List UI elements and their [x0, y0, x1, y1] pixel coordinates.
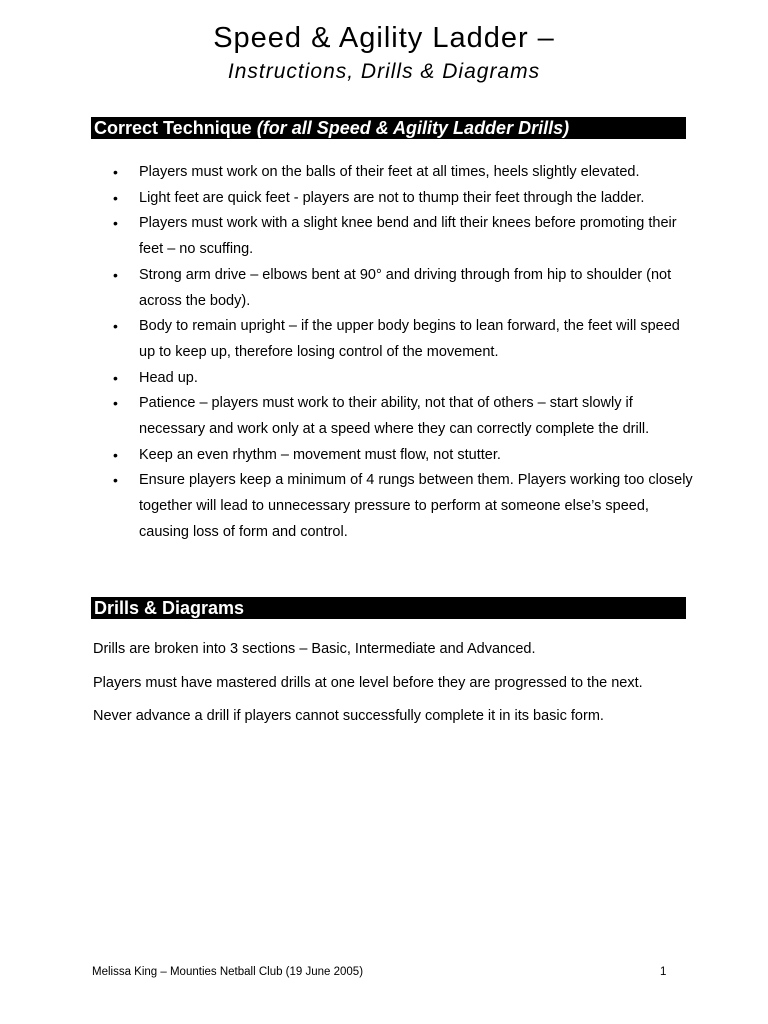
- drills-paragraph: Drills are broken into 3 sections – Basic, Intermediate and Advanced.: [93, 641, 536, 657]
- list-item-text: Light feet are quick feet - players are not to thump their feet through the ladder.: [139, 189, 645, 206]
- section-heading-italic-text: (for all Speed & Agility Ladder Drills): [256, 118, 570, 138]
- footer-author: Melissa King – Mounties Netball Club (19 June 2005): [92, 966, 364, 978]
- list-item-text: Patience – players must work to their ability, not that of others – start slowly if necessary and work only at a speed where they can correctly complete the drill.: [139, 395, 650, 438]
- bullet-icon: •: [113, 266, 118, 283]
- list-item: [113, 391, 693, 442]
- document-title: Speed & Agility Ladder –: [213, 22, 555, 54]
- bullet-icon: •: [113, 215, 118, 232]
- list-item: [113, 468, 693, 545]
- section-heading-drills-diagrams: Drills & Diagrams: [91, 597, 686, 619]
- section-heading-correct-technique: [91, 117, 686, 139]
- technique-bullet-list: [113, 160, 693, 546]
- list-item: [113, 186, 693, 212]
- bullet-icon: •: [113, 369, 118, 386]
- list-item: [113, 443, 693, 469]
- list-item-text: Keep an even rhythm – movement must flow, not stutter.: [139, 446, 501, 463]
- list-item-text: Body to remain upright – if the upper body begins to lean forward, the feet will speed up to keep up, therefore losing control of the movement.: [139, 318, 680, 360]
- list-item-text: Players must work on the balls of their feet at all times, heels slightly elevated.: [139, 164, 640, 180]
- bullet-icon: •: [113, 318, 118, 335]
- list-item: [113, 314, 693, 365]
- section-heading-text: Correct Technique: [94, 118, 257, 138]
- page-number: 1: [660, 966, 667, 978]
- list-item: [113, 160, 693, 186]
- bullet-icon: •: [113, 446, 118, 463]
- bullet-icon: •: [113, 472, 118, 489]
- list-item-text: Strong arm drive – elbows bent at 90° and driving through from hip to shoulder (not across the body).: [139, 266, 672, 309]
- list-item: [113, 263, 693, 314]
- bullet-icon: •: [113, 395, 118, 412]
- document-subtitle: Instructions, Drills & Diagrams: [227, 60, 541, 83]
- list-item: [113, 366, 693, 392]
- bullet-icon: •: [113, 189, 118, 206]
- list-item-text: Head up.: [139, 369, 198, 386]
- list-item: [113, 211, 693, 262]
- drills-paragraph: Never advance a drill if players cannot successfully complete it in its basic form.: [93, 708, 604, 724]
- list-item-text: Ensure players keep a minimum of 4 rungs between them. Players working too closely together will lead to unnecessary pressure to perform at someone else’s speed, causing loss of form and control.: [139, 472, 693, 540]
- drills-paragraph: Players must have mastered drills at one level before they are progressed to the next.: [93, 675, 643, 691]
- list-item-text: Players must work with a slight knee bend and lift their knees before promoting their feet – no scuffing.: [139, 215, 677, 258]
- bullet-icon: •: [113, 164, 118, 180]
